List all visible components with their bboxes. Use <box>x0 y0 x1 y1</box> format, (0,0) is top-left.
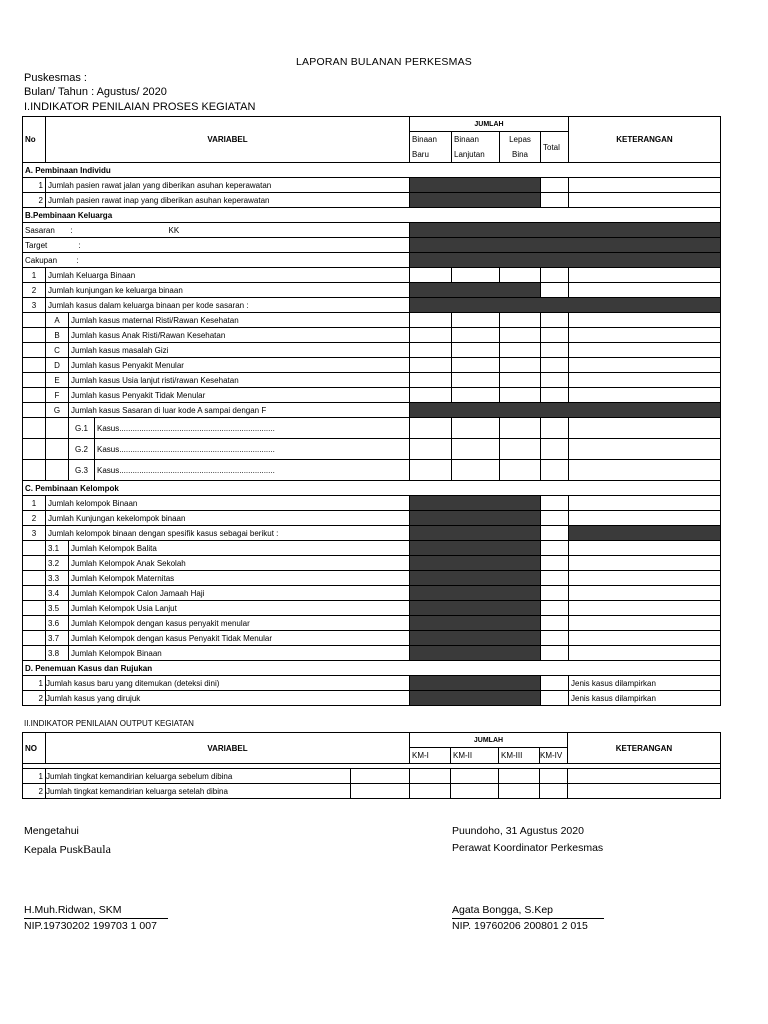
row-c-code: 3.7 <box>46 631 69 646</box>
cakupan-value <box>95 253 410 268</box>
row-c1-shade <box>410 496 541 511</box>
row-c2-no: 2 <box>23 511 46 526</box>
row-sub-label: Jumlah kasus masalah Gizi <box>69 343 410 358</box>
row-g-empty2 <box>46 439 69 460</box>
row-c-code: 3.3 <box>46 571 69 586</box>
t2-col-km3: KM-III <box>499 748 540 764</box>
col-binaan-baru-2: Baru <box>410 146 452 163</box>
row-b2-label: Jumlah kunjungan ke keluarga binaan <box>46 283 410 298</box>
row-c1-no: 1 <box>23 496 46 511</box>
row-c-label: Jumlah Kelompok Maternitas <box>69 571 410 586</box>
row-d1-label: Jumlah kasus baru yang ditemukan (deteksi dini) <box>46 676 410 691</box>
col-binaan-lanjutan-2: Lanjutan <box>452 146 500 163</box>
row-sub-code: C <box>46 343 69 358</box>
row-g-code: G.3 <box>69 460 95 481</box>
col-lepas-bina-2: Bina <box>500 146 541 163</box>
row-d2-ket: Jenis kasus dilampirkan <box>569 691 721 706</box>
row-c2-shade <box>410 511 541 526</box>
row-b2-shade <box>410 283 541 298</box>
row-g-shade <box>410 403 721 418</box>
row-c1-label: Jumlah kelompok Binaan <box>46 496 410 511</box>
sign-right-underline <box>452 918 604 919</box>
process-indicator-table <box>22 116 721 706</box>
row-c-label: Jumlah Kelompok dengan kasus Penyakit Tidak Menular <box>69 631 410 646</box>
cakupan-label: Cakupan <box>23 253 69 268</box>
row-d2-label: Jumlah kasus yang dirujuk <box>46 691 410 706</box>
sign-left-underline <box>24 918 168 919</box>
sasaran-label: Sasaran <box>23 223 69 238</box>
output-indicator-table <box>22 732 721 799</box>
row-sub-empty <box>23 403 46 418</box>
section-a-title: A. Pembinaan Individu <box>23 163 721 178</box>
row-c-label: Jumlah Kelompok Balita <box>69 541 410 556</box>
row-g-code: G.1 <box>69 418 95 439</box>
row-sub-label: Jumlah kasus Penyakit Menular <box>69 358 410 373</box>
row-d2-shade <box>410 691 541 706</box>
period-label: Bulan/ Tahun : Agustus/ 2020 <box>24 86 167 98</box>
row-d2-no: 2 <box>23 691 46 706</box>
col-variabel: VARIABEL <box>46 117 410 163</box>
row-sub-code: A <box>46 313 69 328</box>
row-sub-empty <box>23 313 46 328</box>
row-g-code: G.2 <box>69 439 95 460</box>
row-b1-lepas <box>500 268 541 283</box>
section1-title: I.INDIKATOR PENILAIAN PROSES KEGIATAN <box>24 101 256 113</box>
row-b2-no: 2 <box>23 283 46 298</box>
row-g-label: Kasus...................................................................... <box>95 418 410 439</box>
row-sub-code: G <box>46 403 69 418</box>
row-c3-label: Jumlah kelompok binaan dengan spesifik kasus sebagai berikut : <box>46 526 410 541</box>
section-c-title: C. Pembinaan Kelompok <box>23 481 721 496</box>
row-g-empty <box>23 460 46 481</box>
col-binaan-lanjutan-1: Binaan <box>452 132 500 147</box>
t2-row2-label: Jumlah tingkat kemandirian keluarga setelah dibina <box>46 784 351 799</box>
row-sub-code: E <box>46 373 69 388</box>
sign-left-title <box>24 842 111 857</box>
row-c-label: Jumlah Kelompok Calon Jamaah Haji <box>69 586 410 601</box>
row-sub-empty <box>23 388 46 403</box>
puskesmas-label: Puskesmas : <box>24 72 87 84</box>
sign-left-title-a: Kepala Pusk <box>24 844 83 856</box>
t2-row1-label: Jumlah tingkat kemandirian keluarga sebelum dibina <box>46 769 351 784</box>
t2-col-km1: KM-I <box>410 748 451 764</box>
section-b-title: B.Pembinaan Keluarga <box>23 208 721 223</box>
row-sub-label: Jumlah kasus Penyakit Tidak Menular <box>69 388 410 403</box>
row-c-label: Jumlah Kelompok Binaan <box>69 646 410 661</box>
row-b2-total <box>541 283 569 298</box>
row-c-code: 3.2 <box>46 556 69 571</box>
row-c-label: Jumlah Kelompok Usia Lanjut <box>69 601 410 616</box>
row-g-label: Kasus...................................................................... <box>95 439 410 460</box>
sign-left-mengetahui: Mengetahui <box>24 825 79 837</box>
col-keterangan: KETERANGAN <box>569 117 721 163</box>
row-sub-empty <box>23 328 46 343</box>
row-sub-empty <box>23 373 46 388</box>
row-b1-label: Jumlah Keluarga Binaan <box>46 268 410 283</box>
sign-right-place-date: Puundoho, 31 Agustus 2020 <box>452 825 584 837</box>
sign-left-name: H.Muh.Ridwan, SKM <box>24 904 122 916</box>
row-c3-ket-shade <box>569 526 721 541</box>
row-d1-shade <box>410 676 541 691</box>
t2-col-variabel: VARIABEL <box>46 733 410 764</box>
t2-col-keterangan: KETERANGAN <box>568 733 721 764</box>
row-c-code: 3.4 <box>46 586 69 601</box>
row-a1-label: Jumlah pasien rawat jalan yang diberikan asuhan keperawatan <box>46 178 410 193</box>
target-value <box>95 238 410 253</box>
row-g-empty2 <box>46 460 69 481</box>
sign-left-title-b: Baula <box>82 842 111 856</box>
row-g-empty <box>23 439 46 460</box>
row-b1-no: 1 <box>23 268 46 283</box>
row-sub-empty <box>23 343 46 358</box>
section-d-title: D. Penemuan Kasus dan Rujukan <box>23 661 721 676</box>
col-lepas-bina-1: Lepas <box>500 132 541 147</box>
row-sub-label: Jumlah kasus Usia lanjut risti/rawan Kesehatan <box>69 373 410 388</box>
report-title: LAPORAN BULANAN PERKESMAS <box>296 56 472 68</box>
t2-col-km4: KM-IV <box>540 748 568 764</box>
row-b3-no: 3 <box>23 298 46 313</box>
row-c-code: 3.8 <box>46 646 69 661</box>
t2-row1-no: 1 <box>23 769 46 784</box>
row-sub-code: F <box>46 388 69 403</box>
row-g-empty2 <box>46 418 69 439</box>
sign-left-nip: NIP.19730202 199703 1 007 <box>24 920 157 932</box>
row-b1-ket <box>569 268 721 283</box>
target-shade <box>410 238 721 253</box>
row-b1-baru <box>410 268 452 283</box>
sign-right-nip: NIP. 19760206 200801 2 015 <box>452 920 588 932</box>
cakupan-colon: : <box>69 253 95 268</box>
row-sub-code: B <box>46 328 69 343</box>
row-a1-total <box>541 178 569 193</box>
section2-title: II.INDIKATOR PENILAIAN OUTPUT KEGIATAN <box>24 719 194 728</box>
row-c-code: 3.1 <box>46 541 69 556</box>
t2-col-no: NO <box>23 733 46 764</box>
row-d1-ket: Jenis kasus dilampirkan <box>569 676 721 691</box>
cakupan-shade <box>410 253 721 268</box>
col-binaan-baru-1: Binaan <box>410 132 452 147</box>
row-d1-no: 1 <box>23 676 46 691</box>
row-a2-label: Jumlah pasien rawat inap yang diberikan asuhan keperawatan <box>46 193 410 208</box>
row-b2-ket <box>569 283 721 298</box>
sasaran-shade <box>410 223 721 238</box>
row-a2-shade <box>410 193 541 208</box>
row-c-label: Jumlah Kelompok Anak Sekolah <box>69 556 410 571</box>
row-a1-no: 1 <box>23 178 46 193</box>
col-no: No <box>23 117 46 163</box>
row-sub-label: Jumlah kasus maternal Risti/Rawan Kesehatan <box>69 313 410 328</box>
row-a2-no: 2 <box>23 193 46 208</box>
row-g-empty <box>23 418 46 439</box>
row-a1-shade <box>410 178 541 193</box>
target-colon: : <box>69 238 95 253</box>
row-a2-total <box>541 193 569 208</box>
row-sub-label: Jumlah kasus Anak Risti/Rawan Kesehatan <box>69 328 410 343</box>
t2-col-km2: KM-II <box>451 748 499 764</box>
row-b3-label: Jumlah kasus dalam keluarga binaan per kode sasaran : <box>46 298 410 313</box>
row-g-label: Kasus...................................................................... <box>95 460 410 481</box>
col-total: Total <box>541 132 569 163</box>
row-b1-lanjutan <box>452 268 500 283</box>
row-a2-ket <box>569 193 721 208</box>
sign-right-name: Agata Bongga, S.Kep <box>452 904 553 916</box>
sasaran-colon: : <box>69 223 95 238</box>
col-jumlah: JUMLAH <box>410 117 569 132</box>
row-b3-shade <box>410 298 721 313</box>
row-sub-code: D <box>46 358 69 373</box>
row-sub-label: Jumlah kasus Sasaran di luar kode A sampai dengan F <box>69 403 410 418</box>
row-c-code: 3.5 <box>46 601 69 616</box>
t2-row2-no: 2 <box>23 784 46 799</box>
target-label: Target <box>23 238 69 253</box>
row-c3-no: 3 <box>23 526 46 541</box>
row-c2-label: Jumlah Kunjungan kekelompok binaan <box>46 511 410 526</box>
row-c-code: 3.6 <box>46 616 69 631</box>
row-c3-shade <box>410 526 541 541</box>
row-a1-ket <box>569 178 721 193</box>
sign-right-title: Perawat Koordinator Perkesmas <box>452 842 604 854</box>
row-c-label: Jumlah Kelompok dengan kasus penyakit menular <box>69 616 410 631</box>
t2-col-jumlah: JUMLAH <box>410 733 568 748</box>
sasaran-kk: KK <box>95 223 410 238</box>
row-b1-total <box>541 268 569 283</box>
row-sub-empty <box>23 358 46 373</box>
